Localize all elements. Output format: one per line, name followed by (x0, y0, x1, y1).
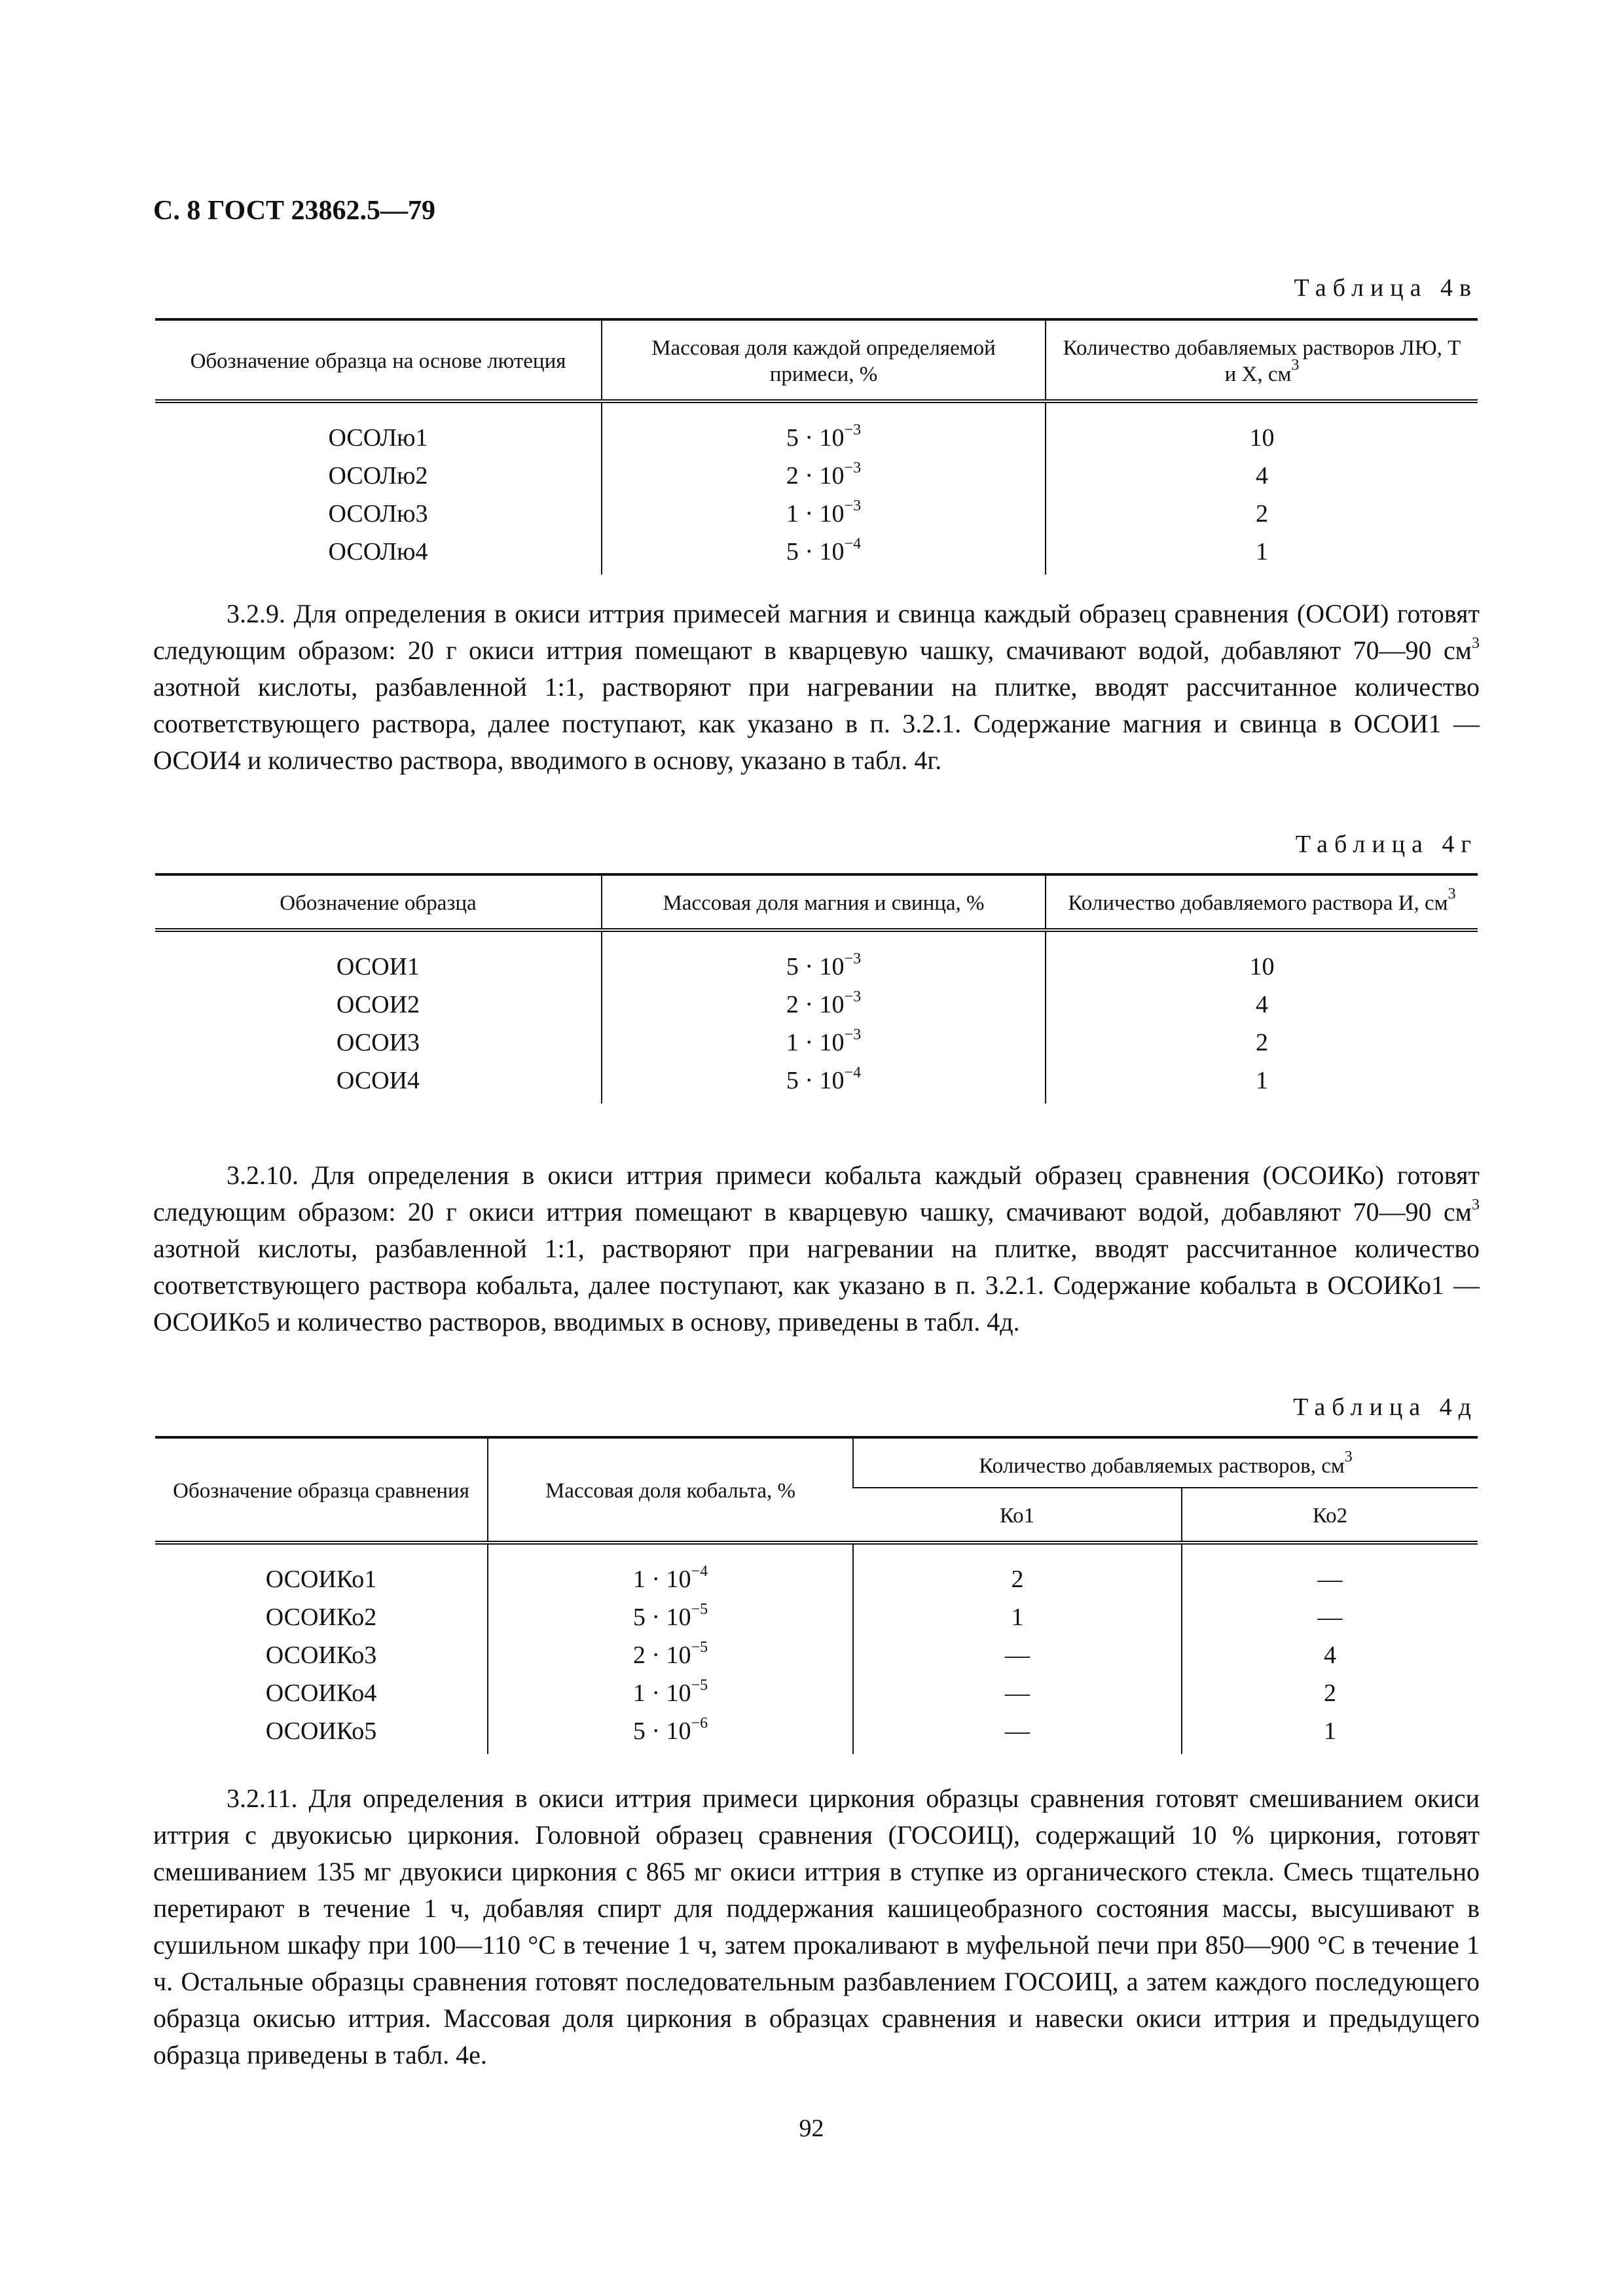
table-4g-head-qty: Количество добавляемого раствора И, $см^3$ (1046, 874, 1478, 930)
table-row: ОСОИКо4 $1 \cdot 10^{-5}$ — 2 (155, 1674, 1478, 1712)
table-row: ОСОЛю3 $1 \cdot 10^{-3}$ 2 (155, 495, 1478, 533)
table-row: ОСОИКо2 $5 \cdot 10^{-5}$ 1 — (155, 1598, 1478, 1636)
table-row: ОСОИКо3 $2 \cdot 10^{-5}$ — 4 (155, 1636, 1478, 1674)
table-row: ОСОИ4 $5 \cdot 10^{-4}$ 1 (155, 1062, 1478, 1103)
table-4d-head-ko1: Ко1 (853, 1488, 1182, 1543)
table-4d-head-mass: Массовая доля кобальта, % (488, 1437, 853, 1543)
table-row: ОСОЛю2 $2 \cdot 10^{-3}$ 4 (155, 457, 1478, 495)
paragraph-3-2-10: 3.2.10. Для определения в окиси иттрия примеси кобальта каждый образец сравнения (ОСОИКо) готовят следующим образом: 20 г окиси иттрия помещают в кварцевую чашку, смачивают водой, добавляют 70—90 $см^3$ азотной кислоты, разбавленной 1:1, растворяют при нагревании на плитке, вводят рассчитанное количество соответствующего раствора кобальта, далее поступают, как указано в п. 3.2.1. Содержание кобальта в ОСОИКо1 — ОСОИКо5 и количество растворов, вводимых в основу, приведены в табл. 4д. (153, 1160, 1480, 1336)
table-4v-head-sample: Обозначение образца на основе лютеция (155, 319, 602, 401)
table-4d-head-qty-group: Количество добавляемых растворов, $см^3$ (853, 1437, 1478, 1488)
table-4d-head-sample: Обозначение образца сравнения (155, 1437, 488, 1543)
table-caption-4d: Таблица 4д (1293, 1393, 1478, 1421)
page-number: 92 (799, 2115, 824, 2142)
table-row: ОСОИ1 $5 \cdot 10^{-3}$ 10 (155, 930, 1478, 986)
table-4d (155, 1436, 1478, 1754)
table-4v-head-mass: Массовая доля каждой определяемой примеси, % (602, 319, 1046, 401)
table-row: ОСОИКо1 $1 \cdot 10^{-4}$ 2 — (155, 1543, 1478, 1598)
table-4v-head-qty: Количество добавляемых растворов ЛЮ, Т и Х, $см^3$ (1046, 319, 1478, 401)
table-row: ОСОИКо5 $5 \cdot 10^{-6}$ — 1 (155, 1712, 1478, 1754)
table-4d-head-ko2: Ко2 (1182, 1488, 1478, 1543)
table-4g (155, 873, 1478, 1103)
paragraph-3-2-9: 3.2.9. Для определения в окиси иттрия примесей магния и свинца каждый образец сравнения (ОСОИ) готовят следующим образом: 20 г окиси иттрия помещают в кварцевую чашку, смачивают водой, добавляют 70—90 $см^3$ азотной кислоты, разбавленной 1:1, растворяют при нагревании на плитке, вводят рассчитанное количество соответствующего раствора, далее поступают, как указано в п. 3.2.1. Содержание магния и свинца в ОСОИ1 — ОСОИ4 и количество раствора, вводимого в основу, указано в табл. 4г. (153, 599, 1480, 775)
table-4g-head-sample: Обозначение образца (155, 874, 602, 930)
table-row: ОСОЛю4 $5 \cdot 10^{-4}$ 1 (155, 533, 1478, 575)
table-caption-4v: Таблица 4в (1294, 274, 1478, 302)
page-header: С. 8 ГОСТ 23862.5—79 (153, 196, 436, 226)
table-4g-head-mass: Массовая доля магния и свинца, % (602, 874, 1046, 930)
table-4v (155, 318, 1478, 575)
table-row: ОСОИ3 $1 \cdot 10^{-3}$ 2 (155, 1024, 1478, 1062)
table-row: ОСОЛю1 $5 \cdot 10^{-3}$ 10 (155, 401, 1478, 457)
paragraph-3-2-11: 3.2.11. Для определения в окиси иттрия примеси циркония образцы сравнения готовят смешиванием окиси иттрия с двуокисью циркония. Головной образец сравнения (ГОСОИЦ), содержащий 10 % циркония, готовят смешиванием 135 мг двуокиси циркония с 865 мг окиси иттрия в ступке из органического стекла. Смесь тщательно перетирают в течение 1 ч, добавляя спирт для поддержания кашицеобразного состояния массы, высушивают в сушильном шкафу при 100—110 °С в течение 1 ч, затем прокаливают в муфельной печи при 850—900 °С в течение 1 ч. Остальные образцы сравнения готовят последовательным разбавлением ГОСОИЦ, а затем каждого последующего образца окисью иттрия. Массовая доля циркония в образцах сравнения и навески окиси иттрия и предыдущего образца приведены в табл. 4е. (153, 1784, 1480, 2070)
table-caption-4g: Таблица 4г (1295, 831, 1478, 858)
table-row: ОСОИ2 $2 \cdot 10^{-3}$ 4 (155, 986, 1478, 1024)
